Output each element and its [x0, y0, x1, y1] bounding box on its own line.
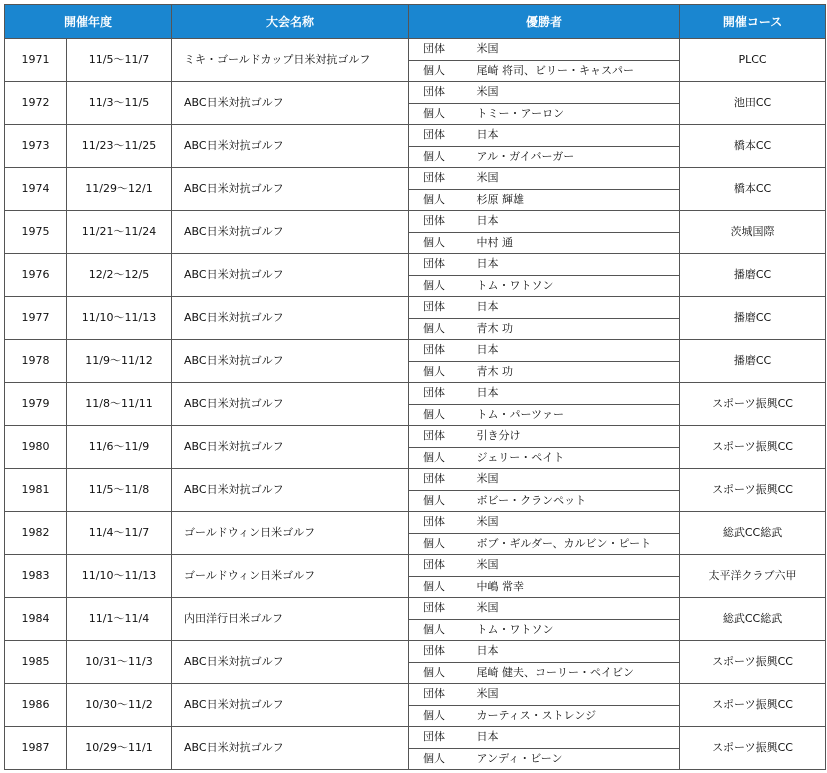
tournament-name-cell: ゴールドウィン日米ゴルフ: [172, 512, 409, 555]
tournament-name-cell: ABC日米対抗ゴルフ: [172, 211, 409, 254]
year-cell: 1977: [5, 297, 67, 340]
course-cell: スポーツ振興CC: [680, 426, 826, 469]
table-body: [5, 39, 826, 770]
team-label-cell: 団体: [409, 426, 467, 448]
team-winner-cell: 日本: [467, 125, 680, 147]
table-row: [5, 82, 826, 104]
individual-winner-cell: アンディ・ビーン: [467, 748, 680, 770]
year-cell: 1987: [5, 727, 67, 770]
team-label-cell: 団体: [409, 469, 467, 491]
dates-cell: 11/3～11/5: [67, 82, 172, 125]
tournament-name-cell: ABC日米対抗ゴルフ: [172, 125, 409, 168]
individual-winner-cell: カーティス・ストレンジ: [467, 705, 680, 727]
team-label-cell: 団体: [409, 39, 467, 61]
team-label-cell: 団体: [409, 383, 467, 405]
individual-winner-cell: トム・ワトソン: [467, 619, 680, 641]
individual-winner-cell: ボビー・クランペット: [467, 490, 680, 512]
table-row: [5, 383, 826, 405]
year-cell: 1975: [5, 211, 67, 254]
table-row: [5, 211, 826, 233]
year-cell: 1974: [5, 168, 67, 211]
individual-winner-cell: 中村 通: [467, 232, 680, 254]
header-winner: 優勝者: [409, 5, 680, 39]
team-label-cell: 団体: [409, 297, 467, 319]
team-winner-cell: 米国: [467, 598, 680, 620]
course-cell: スポーツ振興CC: [680, 727, 826, 770]
team-winner-cell: 日本: [467, 211, 680, 233]
team-label-cell: 団体: [409, 211, 467, 233]
table-row: [5, 125, 826, 147]
dates-cell: 11/8～11/11: [67, 383, 172, 426]
tournament-name-cell: ABC日米対抗ゴルフ: [172, 469, 409, 512]
dates-cell: 11/9～11/12: [67, 340, 172, 383]
year-cell: 1982: [5, 512, 67, 555]
dates-cell: 11/29～12/1: [67, 168, 172, 211]
individual-label-cell: 個人: [409, 705, 467, 727]
course-cell: 総武CC総武: [680, 598, 826, 641]
team-winner-cell: 米国: [467, 82, 680, 104]
individual-label-cell: 個人: [409, 490, 467, 512]
individual-winner-cell: アル・ガイバーガー: [467, 146, 680, 168]
tournament-name-cell: ABC日米対抗ゴルフ: [172, 727, 409, 770]
dates-cell: 10/29～11/1: [67, 727, 172, 770]
individual-winner-cell: ボブ・ギルダー、カルビン・ピート: [467, 533, 680, 555]
team-winner-cell: 日本: [467, 297, 680, 319]
dates-cell: 11/5～11/8: [67, 469, 172, 512]
individual-label-cell: 個人: [409, 275, 467, 297]
team-label-cell: 団体: [409, 727, 467, 749]
individual-label-cell: 個人: [409, 404, 467, 426]
dates-cell: 11/5～11/7: [67, 39, 172, 82]
table-row: [5, 555, 826, 577]
table-row: [5, 39, 826, 61]
header-year: 開催年度: [5, 5, 172, 39]
course-cell: 播磨CC: [680, 254, 826, 297]
team-winner-cell: 米国: [467, 512, 680, 534]
individual-winner-cell: 尾崎 健夫、コーリー・ペイビン: [467, 662, 680, 684]
year-cell: 1984: [5, 598, 67, 641]
team-label-cell: 団体: [409, 555, 467, 577]
individual-winner-cell: 青木 功: [467, 318, 680, 340]
course-cell: PLCC: [680, 39, 826, 82]
team-label-cell: 団体: [409, 598, 467, 620]
table-row: [5, 469, 826, 491]
individual-label-cell: 個人: [409, 361, 467, 383]
dates-cell: 11/23～11/25: [67, 125, 172, 168]
course-cell: スポーツ振興CC: [680, 641, 826, 684]
table-row: [5, 684, 826, 706]
year-cell: 1979: [5, 383, 67, 426]
results-table-container: [4, 4, 826, 770]
team-winner-cell: 米国: [467, 168, 680, 190]
tournament-name-cell: ABC日米対抗ゴルフ: [172, 426, 409, 469]
individual-label-cell: 個人: [409, 318, 467, 340]
course-cell: スポーツ振興CC: [680, 684, 826, 727]
team-label-cell: 団体: [409, 254, 467, 276]
course-cell: スポーツ振興CC: [680, 383, 826, 426]
year-cell: 1980: [5, 426, 67, 469]
year-cell: 1973: [5, 125, 67, 168]
header-tournament: 大会名称: [172, 5, 409, 39]
individual-label-cell: 個人: [409, 103, 467, 125]
course-cell: 太平洋クラブ六甲: [680, 555, 826, 598]
dates-cell: 11/6～11/9: [67, 426, 172, 469]
course-cell: 橋本CC: [680, 168, 826, 211]
individual-label-cell: 個人: [409, 748, 467, 770]
team-label-cell: 団体: [409, 641, 467, 663]
team-label-cell: 団体: [409, 340, 467, 362]
individual-label-cell: 個人: [409, 232, 467, 254]
course-cell: スポーツ振興CC: [680, 469, 826, 512]
team-winner-cell: 米国: [467, 469, 680, 491]
results-table: [4, 4, 826, 770]
year-cell: 1985: [5, 641, 67, 684]
tournament-name-cell: ABC日米対抗ゴルフ: [172, 684, 409, 727]
individual-winner-cell: ジェリー・ペイト: [467, 447, 680, 469]
table-header: [5, 5, 826, 39]
individual-winner-cell: 尾崎 将司、ビリー・キャスパー: [467, 60, 680, 82]
team-winner-cell: 日本: [467, 383, 680, 405]
individual-label-cell: 個人: [409, 447, 467, 469]
individual-label-cell: 個人: [409, 619, 467, 641]
course-cell: 播磨CC: [680, 340, 826, 383]
individual-label-cell: 個人: [409, 533, 467, 555]
team-winner-cell: 引き分け: [467, 426, 680, 448]
table-row: [5, 254, 826, 276]
individual-winner-cell: トム・パーツァー: [467, 404, 680, 426]
individual-label-cell: 個人: [409, 146, 467, 168]
team-label-cell: 団体: [409, 512, 467, 534]
course-cell: 播磨CC: [680, 297, 826, 340]
dates-cell: 11/10～11/13: [67, 555, 172, 598]
course-cell: 総武CC総武: [680, 512, 826, 555]
tournament-name-cell: ABC日米対抗ゴルフ: [172, 254, 409, 297]
dates-cell: 10/30～11/2: [67, 684, 172, 727]
tournament-name-cell: ABC日米対抗ゴルフ: [172, 82, 409, 125]
header-row: [5, 5, 826, 39]
team-winner-cell: 日本: [467, 641, 680, 663]
table-row: [5, 297, 826, 319]
tournament-name-cell: ABC日米対抗ゴルフ: [172, 168, 409, 211]
team-winner-cell: 米国: [467, 555, 680, 577]
team-winner-cell: 米国: [467, 39, 680, 61]
team-winner-cell: 日本: [467, 727, 680, 749]
individual-winner-cell: 杉原 輝雄: [467, 189, 680, 211]
table-row: [5, 727, 826, 749]
individual-label-cell: 個人: [409, 576, 467, 598]
table-row: [5, 512, 826, 534]
table-row: [5, 598, 826, 620]
table-row: [5, 641, 826, 663]
individual-label-cell: 個人: [409, 662, 467, 684]
table-row: [5, 340, 826, 362]
team-label-cell: 団体: [409, 684, 467, 706]
team-winner-cell: 日本: [467, 254, 680, 276]
team-label-cell: 団体: [409, 168, 467, 190]
tournament-name-cell: ABC日米対抗ゴルフ: [172, 297, 409, 340]
team-label-cell: 団体: [409, 82, 467, 104]
year-cell: 1976: [5, 254, 67, 297]
team-winner-cell: 日本: [467, 340, 680, 362]
course-cell: 橋本CC: [680, 125, 826, 168]
header-course: 開催コース: [680, 5, 826, 39]
individual-winner-cell: トム・ワトソン: [467, 275, 680, 297]
year-cell: 1986: [5, 684, 67, 727]
tournament-name-cell: ABC日米対抗ゴルフ: [172, 340, 409, 383]
tournament-name-cell: ABC日米対抗ゴルフ: [172, 641, 409, 684]
individual-winner-cell: 中嶋 常幸: [467, 576, 680, 598]
year-cell: 1983: [5, 555, 67, 598]
team-winner-cell: 米国: [467, 684, 680, 706]
dates-cell: 11/21～11/24: [67, 211, 172, 254]
tournament-name-cell: ゴールドウィン日米ゴルフ: [172, 555, 409, 598]
dates-cell: 11/4～11/7: [67, 512, 172, 555]
individual-label-cell: 個人: [409, 60, 467, 82]
dates-cell: 11/10～11/13: [67, 297, 172, 340]
year-cell: 1978: [5, 340, 67, 383]
course-cell: 茨城国際: [680, 211, 826, 254]
tournament-name-cell: ABC日米対抗ゴルフ: [172, 383, 409, 426]
tournament-name-cell: 内田洋行日米ゴルフ: [172, 598, 409, 641]
dates-cell: 11/1～11/4: [67, 598, 172, 641]
table-row: [5, 168, 826, 190]
table-row: [5, 426, 826, 448]
dates-cell: 10/31～11/3: [67, 641, 172, 684]
year-cell: 1972: [5, 82, 67, 125]
tournament-name-cell: ミキ・ゴールドカップ日米対抗ゴルフ: [172, 39, 409, 82]
dates-cell: 12/2～12/5: [67, 254, 172, 297]
year-cell: 1981: [5, 469, 67, 512]
year-cell: 1971: [5, 39, 67, 82]
individual-label-cell: 個人: [409, 189, 467, 211]
individual-winner-cell: 青木 功: [467, 361, 680, 383]
individual-winner-cell: トミー・アーロン: [467, 103, 680, 125]
team-label-cell: 団体: [409, 125, 467, 147]
course-cell: 池田CC: [680, 82, 826, 125]
